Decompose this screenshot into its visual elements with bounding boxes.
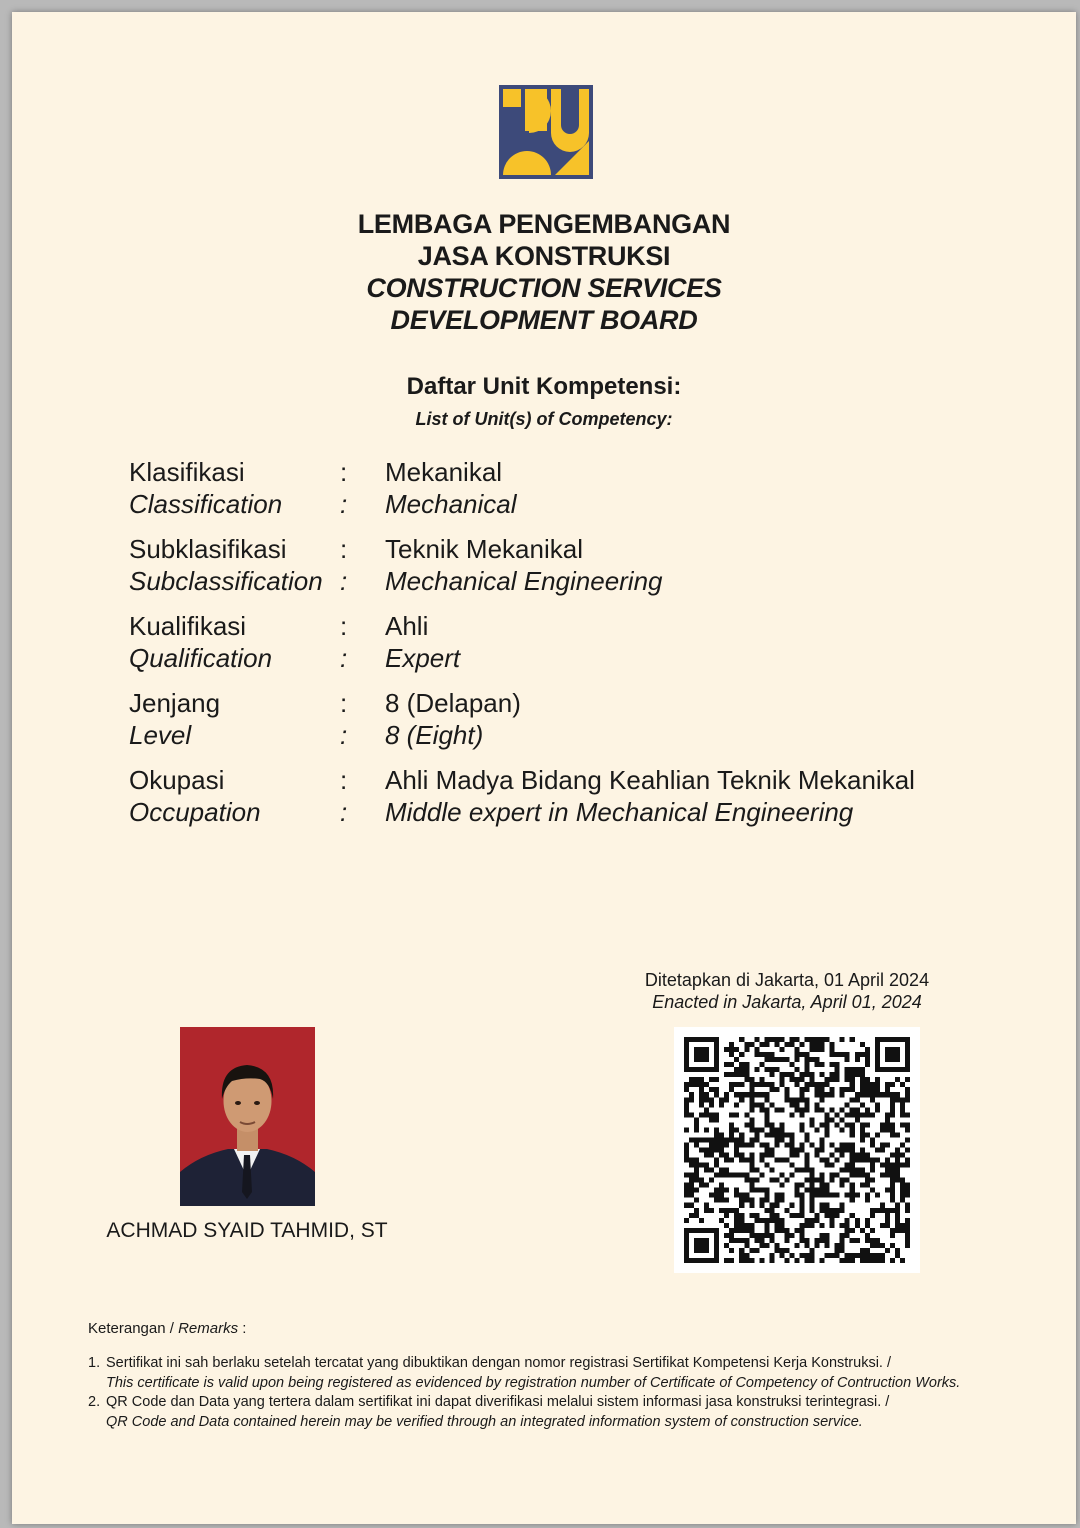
field-value: Teknik Mekanikal: [385, 534, 583, 564]
remarks-title-suffix: :: [238, 1320, 247, 1337]
remark-text-en: QR Code and Data contained herein may be verified through an integrated information system of construction service.: [106, 1413, 863, 1430]
field-occupation: [129, 764, 1029, 841]
field-value-en: Middle expert in Mechanical Engineering: [385, 797, 854, 827]
field-label-en: Qualification: [129, 643, 273, 673]
field-value-en: Mechanical Engineering: [385, 566, 663, 596]
field-value: 8 (Delapan): [385, 688, 521, 718]
remarks-title: [88, 1319, 246, 1339]
remark-text-en: This certificate is valid upon being registered as evidenced by registration number of Certificate of Competency of Contruction Works.: [106, 1374, 961, 1391]
field-label-en: Classification: [129, 489, 283, 519]
field-label-en: Subclassification: [129, 566, 323, 596]
field-level: [129, 687, 1029, 764]
remarks-title-id: Keterangan /: [88, 1320, 179, 1337]
field-qualification: [129, 610, 1029, 687]
field-label-en: Level: [129, 720, 192, 750]
list-title: Daftar Unit Kompetensi:: [406, 373, 682, 400]
remark-number: 1.: [88, 1355, 101, 1371]
holder-name: ACHMAD SYAID TAHMID, ST: [106, 1219, 388, 1242]
field-separator: :: [340, 688, 348, 718]
remarks-title-en: Remarks: [178, 1320, 239, 1337]
certificate-page: [12, 12, 1076, 1524]
field-value-en: 8 (Eight): [385, 720, 484, 750]
pu-logo-icon: [499, 85, 593, 179]
org-line-3-en: CONSTRUCTION SERVICES: [366, 273, 722, 303]
person-photo-icon: [180, 1027, 315, 1206]
list-subtitle: List of Unit(s) of Competency:: [415, 409, 673, 429]
field-separator: :: [340, 489, 348, 519]
field-separator: :: [340, 643, 348, 673]
field-label-en: Occupation: [129, 797, 261, 827]
field-separator: :: [340, 566, 348, 596]
field-label: Subklasifikasi: [129, 534, 287, 564]
field-label: Jenjang: [129, 688, 221, 718]
field-subclassification: [129, 533, 1029, 610]
field-value: Ahli: [385, 611, 429, 641]
org-line-1: LEMBAGA PENGEMBANGAN: [357, 209, 731, 239]
field-label: Klasifikasi: [129, 457, 245, 487]
field-value-en: Expert: [385, 643, 461, 673]
remark-item: [88, 1393, 1028, 1432]
competency-fields: [129, 456, 1029, 841]
org-line-2: JASA KONSTRUKSI: [417, 241, 671, 271]
enacted-id: Ditetapkan di Jakarta, 01 April 2024: [644, 970, 930, 990]
field-label: Kualifikasi: [129, 611, 247, 641]
qr-code-icon: [674, 1027, 920, 1273]
enacted-statement: [572, 969, 1002, 1013]
field-value-en: Mechanical: [385, 489, 517, 519]
organization-name: [12, 208, 1076, 336]
field-separator: :: [340, 765, 348, 795]
org-line-4-en: DEVELOPMENT BOARD: [390, 305, 698, 335]
remark-number: 2.: [88, 1394, 101, 1410]
field-separator: :: [340, 611, 348, 641]
field-separator: :: [340, 534, 348, 564]
field-separator: :: [340, 720, 348, 750]
field-label: Okupasi: [129, 765, 225, 795]
remark-item: [88, 1354, 1028, 1393]
remark-text-id: QR Code dan Data yang tertera dalam sertifikat ini dapat diverifikasi melalui sistem informasi jasa konstruksi terintegrasi. /: [106, 1394, 890, 1410]
field-separator: :: [340, 457, 348, 487]
enacted-en: Enacted in Jakarta, April 01, 2024: [652, 992, 922, 1012]
remarks-list: [88, 1354, 1028, 1432]
remark-text-id: Sertifikat ini sah berlaku setelah tercatat yang dibuktikan dengan nomor registrasi Sertifikat Kompetensi Kerja Konstruksi. /: [106, 1355, 892, 1371]
field-value: Ahli Madya Bidang Keahlian Teknik Mekanikal: [385, 765, 915, 795]
field-value: Mekanikal: [385, 457, 503, 487]
field-separator: :: [340, 797, 348, 827]
field-classification: [129, 456, 1029, 533]
